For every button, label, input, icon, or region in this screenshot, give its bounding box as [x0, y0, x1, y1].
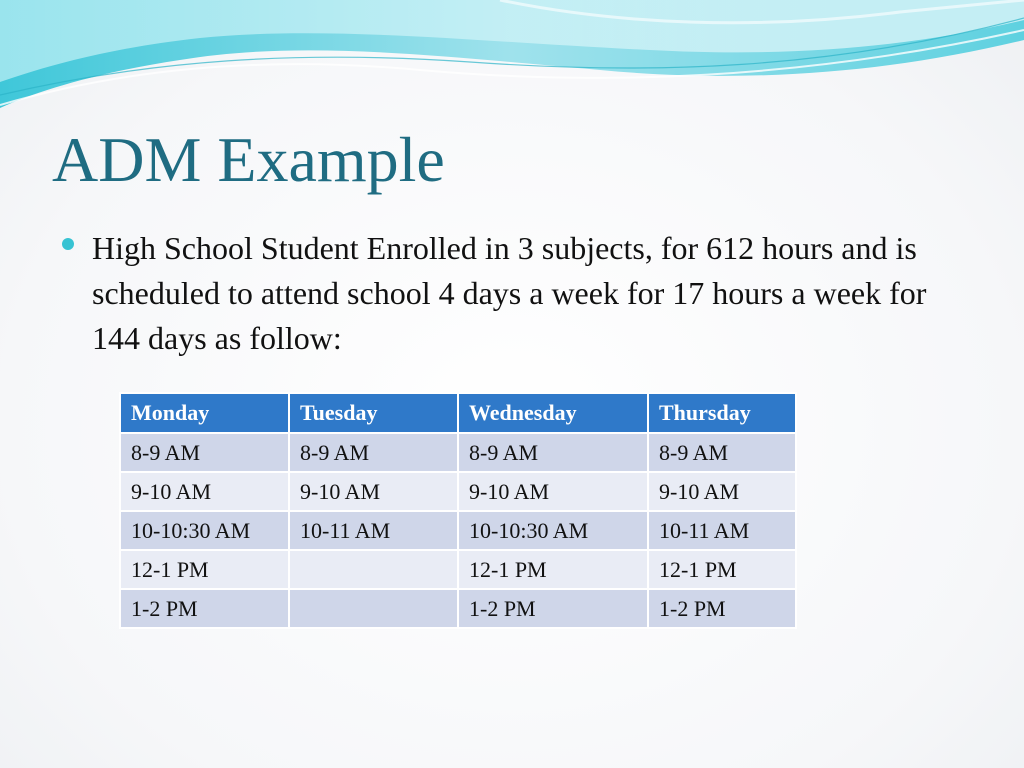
table-row: [120, 472, 796, 511]
table-row: [120, 589, 796, 628]
table-cell: 8-9 AM: [648, 433, 796, 472]
wave-decoration: [0, 0, 1024, 130]
table-row: [120, 433, 796, 472]
header-monday: Monday: [120, 393, 289, 433]
table-cell: 1-2 PM: [648, 589, 796, 628]
table-cell: 9-10 AM: [648, 472, 796, 511]
slide-title: ADM Example: [52, 124, 445, 195]
table-cell: [289, 550, 458, 589]
table-row: [120, 511, 796, 550]
table-cell: 9-10 AM: [289, 472, 458, 511]
table-cell: 10-11 AM: [648, 511, 796, 550]
table-cell: [289, 589, 458, 628]
header-wednesday: Wednesday: [458, 393, 648, 433]
header-thursday: Thursday: [648, 393, 796, 433]
table-cell: 12-1 PM: [458, 550, 648, 589]
table-cell: 10-10:30 AM: [120, 511, 289, 550]
bullet-dot-icon: [62, 238, 74, 250]
table-cell: 12-1 PM: [648, 550, 796, 589]
table-cell: 1-2 PM: [120, 589, 289, 628]
table-cell: 8-9 AM: [120, 433, 289, 472]
table-cell: 12-1 PM: [120, 550, 289, 589]
table-cell: 9-10 AM: [120, 472, 289, 511]
table-header-row: [120, 393, 796, 433]
table-cell: 10-11 AM: [289, 511, 458, 550]
bullet-text: High School Student Enrolled in 3 subjects, for 612 hours and is scheduled to attend school 4 days a week for 17 hours a week for 144 days as follow:: [92, 230, 927, 356]
table-cell: 10-10:30 AM: [458, 511, 648, 550]
table-cell: 8-9 AM: [289, 433, 458, 472]
schedule-table: [119, 392, 797, 629]
table-cell: 8-9 AM: [458, 433, 648, 472]
table-row: [120, 550, 796, 589]
table-cell: 1-2 PM: [458, 589, 648, 628]
table-cell: 9-10 AM: [458, 472, 648, 511]
header-tuesday: Tuesday: [289, 393, 458, 433]
